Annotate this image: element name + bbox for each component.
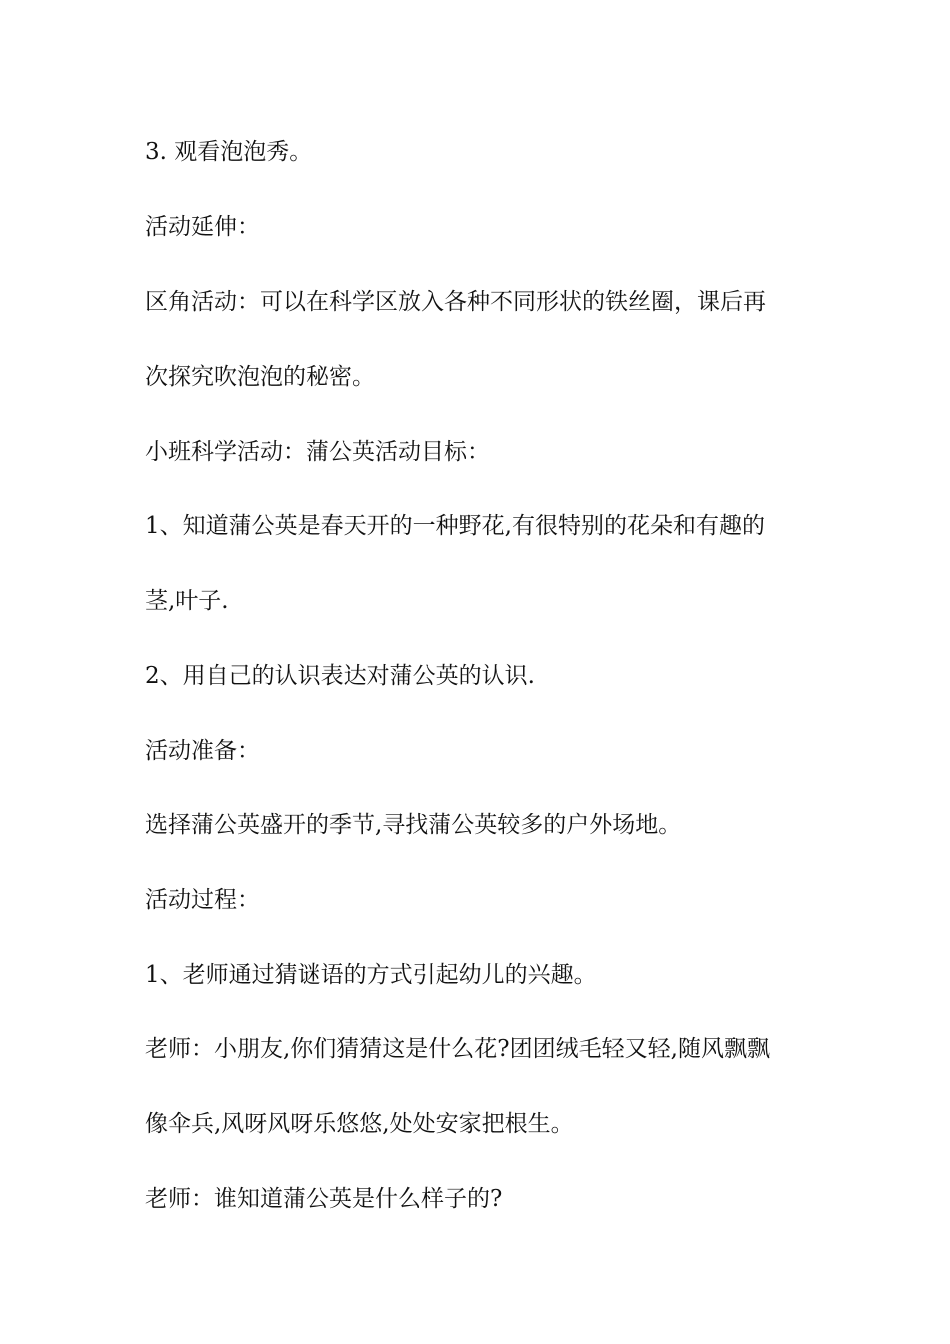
text-line-10: 选择蒲公英盛开的季节,寻找蒲公英较多的户外场地。 [145,812,682,838]
text-line-9: 活动准备： [145,738,260,764]
text-line-8: 2、用自己的认识表达对蒲公英的认识. [145,663,535,689]
text-line-11: 活动过程： [145,887,260,913]
text-line-2: 活动延伸： [145,214,260,240]
text-line-6: 1、知道蒲公英是春天开的一种野花,有很特别的花朵和有趣的 [145,513,765,539]
text-line-12: 1、老师通过猜谜语的方式引起幼儿的兴趣。 [145,962,597,988]
text-line-1: 3. 观看泡泡秀。 [145,139,313,165]
text-line-4: 次探究吹泡泡的秘密。 [145,364,375,390]
text-line-7: 茎,叶子. [145,588,229,614]
text-line-5: 小班科学活动：蒲公英活动目标： [145,439,490,465]
text-line-15: 老师：谁知道蒲公英是什么样子的? [145,1186,503,1212]
text-line-3: 区角活动：可以在科学区放入各种不同形状的铁丝圈，课后再 [145,289,766,315]
text-line-14: 像伞兵,风呀风呀乐悠悠,处处安家把根生。 [145,1111,574,1137]
text-line-13: 老师：小朋友,你们猜猜这是什么花?团团绒毛轻又轻,随风飘飘 [145,1036,770,1062]
